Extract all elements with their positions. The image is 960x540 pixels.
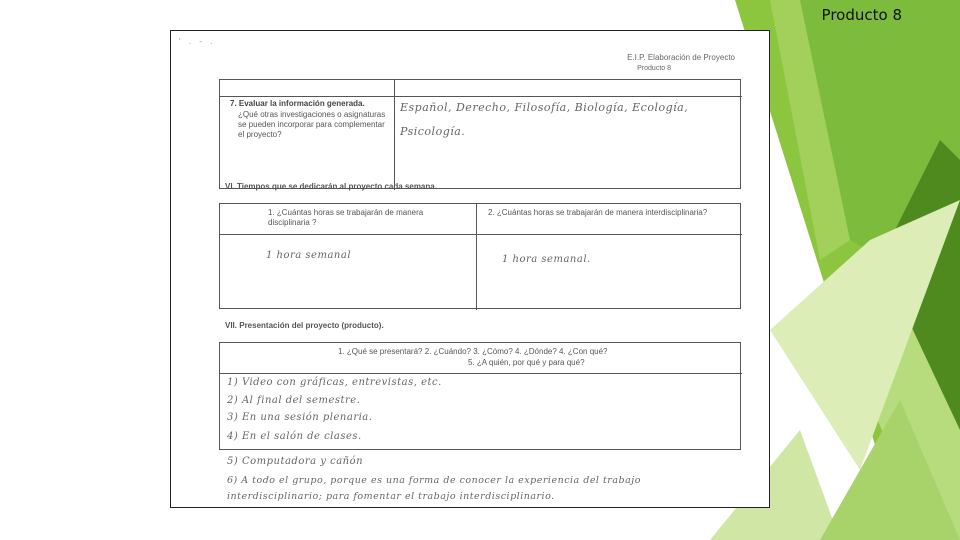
answer-line: 4) En el salón de clases.	[227, 431, 362, 442]
answer-line: 1) Video con gráficas, entrevistas, etc.	[227, 377, 442, 388]
section7-answer-line2: Psicología.	[400, 125, 466, 138]
section7-question: ¿Qué otras investigaciones o asignaturas se pueden incorporar para complementar el proyecto?	[238, 110, 386, 139]
scan-speck: ' . - .	[179, 37, 216, 46]
section7-title: 7. Evaluar la información generada.	[230, 99, 365, 108]
section7-table	[219, 79, 741, 189]
document-header: E.I.P. Elaboración de Proyecto	[627, 53, 735, 62]
section7b-q-line1: 1. ¿Qué se presentará? 2. ¿Cuándo? 3. ¿Cómo? 4. ¿Dónde? 4. ¿Con qué?	[338, 347, 608, 356]
document-subheader: Producto 8	[637, 65, 671, 72]
slide-title: Producto 8	[821, 6, 902, 24]
answer-line: interdisciplinario; para fomentar el trabajo interdisciplinario.	[227, 491, 555, 502]
scanned-document	[170, 30, 770, 508]
answer-line: 2) Al final del semestre.	[227, 395, 361, 406]
answer-line: 5) Computadora y cañón	[227, 456, 364, 467]
answer-line: 6) A todo el grupo, porque es una forma de conocer la experiencia del trabajo	[227, 475, 641, 486]
section7-answer-line1: Español, Derecho, Filosofía, Biología, Ecología,	[400, 101, 689, 114]
section6-a1: 1 hora semanal	[266, 250, 352, 261]
section6-title: VI. Tiempos que se dedicarán al proyecto cada semana.	[225, 182, 437, 191]
section6-q2: 2. ¿Cuántas horas se trabajarán de manera interdisciplinaria?	[488, 208, 708, 217]
section7b-title: VII. Presentación del proyecto (producto).	[225, 321, 384, 330]
section7b-q-line2: 5. ¿A quién, por qué y para qué?	[468, 358, 585, 367]
section6-table	[219, 203, 741, 309]
section6-q1: 1. ¿Cuántas horas se trabajarán de manera disciplinaria ?	[268, 208, 424, 227]
answer-line: 3) En una sesión plenaria.	[227, 412, 373, 423]
section6-a2: 1 hora semanal.	[502, 254, 591, 265]
